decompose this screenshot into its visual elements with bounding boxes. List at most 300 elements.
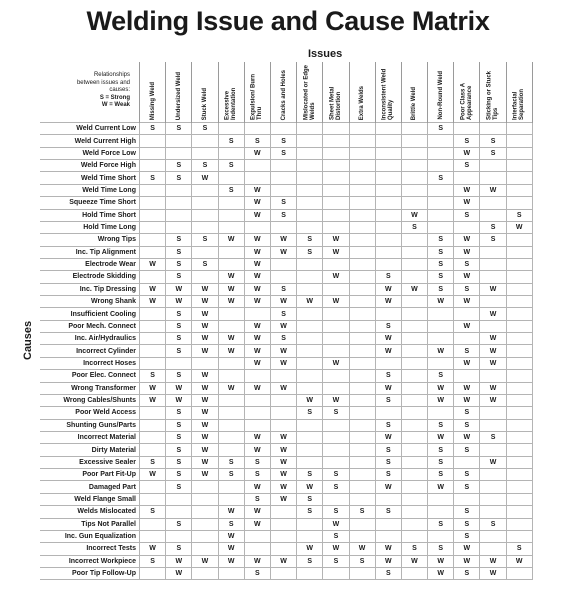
matrix-cell <box>349 469 375 481</box>
issue-label: Poor Class A Appearance <box>460 83 473 120</box>
matrix-cell <box>323 419 349 431</box>
matrix-cell: S <box>428 456 454 468</box>
matrix-cell <box>270 567 296 579</box>
matrix-cell <box>297 444 323 456</box>
matrix-cell: W <box>218 555 244 567</box>
issue-column-header <box>506 62 532 123</box>
matrix-cell <box>192 506 218 518</box>
matrix-cell <box>428 506 454 518</box>
matrix-cell: S <box>375 320 401 332</box>
matrix-corner <box>40 62 140 123</box>
issue-column-header <box>401 62 427 123</box>
cause-label: Wrong Cables/Shunts <box>40 394 140 406</box>
matrix-cell <box>192 493 218 505</box>
matrix-cell <box>506 431 532 443</box>
matrix-cell: W <box>480 184 506 196</box>
matrix-cell: W <box>375 543 401 555</box>
matrix-cell: W <box>428 394 454 406</box>
matrix-cell: S <box>454 283 480 295</box>
table-row <box>40 394 532 406</box>
matrix-cell <box>297 172 323 184</box>
matrix-cell <box>218 419 244 431</box>
matrix-cell <box>428 357 454 369</box>
matrix-cell: S <box>166 172 192 184</box>
matrix-cell: S <box>218 518 244 530</box>
matrix-cell: W <box>192 172 218 184</box>
matrix-cell <box>428 197 454 209</box>
matrix-cell <box>297 271 323 283</box>
matrix-cell: W <box>506 221 532 233</box>
matrix-cell <box>323 283 349 295</box>
matrix-cell <box>244 123 270 135</box>
matrix-cell <box>297 123 323 135</box>
issue-label: Mislocated or Edge Welds <box>303 64 316 120</box>
matrix-cell: S <box>140 555 166 567</box>
matrix-cell <box>349 431 375 443</box>
matrix-cell <box>166 147 192 159</box>
matrix-cell <box>401 135 427 147</box>
matrix-cell <box>375 234 401 246</box>
table-row <box>40 221 532 233</box>
matrix-cell: S <box>270 333 296 345</box>
matrix-cell: S <box>140 123 166 135</box>
table-row <box>40 258 532 270</box>
matrix-cell <box>480 258 506 270</box>
cause-label: Incorrect Tests <box>40 543 140 555</box>
issue-column-header <box>244 62 270 123</box>
matrix-cell: W <box>192 296 218 308</box>
matrix-cell: S <box>297 246 323 258</box>
matrix-cell <box>140 320 166 332</box>
matrix-cell <box>349 258 375 270</box>
matrix-cell: W <box>375 296 401 308</box>
matrix-cell <box>244 419 270 431</box>
matrix-cell <box>192 135 218 147</box>
matrix-cell <box>506 357 532 369</box>
matrix-cell <box>480 530 506 542</box>
matrix-cell <box>506 246 532 258</box>
issue-label: Inconsistent Weld Quality <box>381 68 395 120</box>
matrix-cell: S <box>166 308 192 320</box>
page-title: Welding Issue and Cause Matrix <box>86 6 490 36</box>
matrix-cell <box>323 444 349 456</box>
matrix-cell: W <box>218 271 244 283</box>
matrix-cell: W <box>401 209 427 221</box>
matrix-cell: W <box>480 308 506 320</box>
matrix-cell: W <box>375 382 401 394</box>
matrix-cell: W <box>454 271 480 283</box>
matrix-cell <box>323 493 349 505</box>
matrix-cell: W <box>192 394 218 406</box>
matrix-cell: S <box>270 147 296 159</box>
matrix-cell: W <box>244 283 270 295</box>
matrix-cell <box>244 172 270 184</box>
matrix-cell: W <box>454 184 480 196</box>
matrix-cell <box>428 184 454 196</box>
cause-label: Tips Not Parallel <box>40 518 140 530</box>
matrix-cell: W <box>480 394 506 406</box>
matrix-cell <box>454 123 480 135</box>
matrix-cell <box>297 382 323 394</box>
matrix-cell <box>401 308 427 320</box>
matrix-cell: S <box>166 160 192 172</box>
matrix-cell: S <box>166 345 192 357</box>
matrix-cell: S <box>270 197 296 209</box>
matrix-cell <box>270 407 296 419</box>
matrix-cell: W <box>218 543 244 555</box>
table-row <box>40 469 532 481</box>
matrix-cell <box>270 271 296 283</box>
matrix-cell <box>323 123 349 135</box>
matrix-cell <box>428 493 454 505</box>
matrix-cell <box>401 419 427 431</box>
matrix-cell <box>270 370 296 382</box>
matrix-cell: S <box>166 407 192 419</box>
issue-label: Interfacial Separation <box>512 88 526 120</box>
matrix-cell: W <box>375 345 401 357</box>
matrix-cell: S <box>166 543 192 555</box>
matrix-cell <box>140 407 166 419</box>
matrix-cell: W <box>428 431 454 443</box>
matrix-cell: W <box>140 382 166 394</box>
matrix-cell: S <box>297 469 323 481</box>
matrix-cell <box>480 123 506 135</box>
matrix-cell <box>218 493 244 505</box>
matrix-cell: W <box>270 296 296 308</box>
cause-label: Incorrect Workpiece <box>40 555 140 567</box>
matrix-cell <box>506 382 532 394</box>
matrix-cell <box>140 308 166 320</box>
matrix-cell <box>192 543 218 555</box>
matrix-cell: W <box>323 271 349 283</box>
matrix-cell <box>480 370 506 382</box>
matrix-cell <box>140 444 166 456</box>
cause-label: Hold Time Long <box>40 221 140 233</box>
matrix-cell <box>192 147 218 159</box>
cause-label: Squeeze Time Short <box>40 197 140 209</box>
matrix-cell <box>401 357 427 369</box>
matrix-body <box>40 123 532 580</box>
table-row <box>40 308 532 320</box>
matrix-cell <box>506 184 532 196</box>
cause-label: Poor Elec. Connect <box>40 370 140 382</box>
matrix-cell <box>192 271 218 283</box>
matrix-cell <box>480 493 506 505</box>
matrix-cell: W <box>166 555 192 567</box>
matrix-cell <box>192 357 218 369</box>
issue-column-header <box>323 62 349 123</box>
matrix-cell: S <box>192 123 218 135</box>
matrix-cell: W <box>140 543 166 555</box>
matrix-cell <box>506 481 532 493</box>
matrix-cell <box>218 431 244 443</box>
matrix-cell: W <box>192 382 218 394</box>
matrix-cell <box>218 172 244 184</box>
cause-label: Electrode Skidding <box>40 271 140 283</box>
matrix-cell <box>270 543 296 555</box>
matrix-cell <box>270 518 296 530</box>
matrix-cell <box>401 481 427 493</box>
matrix-cell <box>480 271 506 283</box>
matrix-cell <box>401 431 427 443</box>
matrix-cell: W <box>244 481 270 493</box>
table-row <box>40 197 532 209</box>
matrix-cell <box>297 283 323 295</box>
matrix-cell: S <box>244 469 270 481</box>
matrix-cell <box>218 481 244 493</box>
matrix-cell: W <box>270 456 296 468</box>
matrix-cell <box>140 345 166 357</box>
cause-label: Hold Time Short <box>40 209 140 221</box>
matrix-cell: S <box>323 530 349 542</box>
matrix-cell: S <box>218 469 244 481</box>
matrix-cell <box>349 172 375 184</box>
cause-label: Excessive Sealer <box>40 456 140 468</box>
matrix-cell <box>297 135 323 147</box>
matrix-cell: S <box>428 518 454 530</box>
matrix-cell: S <box>297 506 323 518</box>
matrix-cell <box>192 518 218 530</box>
matrix-cell: W <box>323 518 349 530</box>
matrix-cell <box>192 221 218 233</box>
matrix-cell <box>323 567 349 579</box>
issue-column-header <box>375 62 401 123</box>
matrix-cell: W <box>428 345 454 357</box>
matrix-cell: S <box>428 283 454 295</box>
matrix-cell <box>401 345 427 357</box>
causes-axis-label: Causes <box>22 320 34 360</box>
matrix-cell: W <box>244 197 270 209</box>
matrix-cell <box>323 382 349 394</box>
matrix-cell <box>349 283 375 295</box>
matrix-cell: W <box>480 456 506 468</box>
cause-label: Inc. Tip Alignment <box>40 246 140 258</box>
matrix-cell: S <box>297 407 323 419</box>
issue-column-header <box>218 62 244 123</box>
table-row <box>40 370 532 382</box>
matrix-cell: W <box>375 481 401 493</box>
table-row <box>40 431 532 443</box>
matrix-cell: S <box>192 234 218 246</box>
matrix-cell <box>140 234 166 246</box>
issue-label: Sheet Metal Distortion <box>329 86 342 120</box>
matrix-cell <box>506 419 532 431</box>
matrix-cell <box>166 135 192 147</box>
matrix-cell <box>349 160 375 172</box>
matrix-cell <box>506 271 532 283</box>
matrix-cell <box>349 518 375 530</box>
matrix-cell <box>506 160 532 172</box>
matrix-cell: S <box>323 506 349 518</box>
matrix-cell <box>140 493 166 505</box>
matrix-cell <box>375 493 401 505</box>
matrix-cell <box>349 357 375 369</box>
matrix-cell <box>297 456 323 468</box>
matrix-cell: S <box>297 234 323 246</box>
matrix-cell <box>270 530 296 542</box>
issue-column-header <box>428 62 454 123</box>
matrix-cell: W <box>244 333 270 345</box>
matrix-cell <box>506 320 532 332</box>
matrix-cell: S <box>166 481 192 493</box>
cause-label: Weld Force High <box>40 160 140 172</box>
matrix-cell: W <box>192 419 218 431</box>
matrix-cell <box>375 407 401 419</box>
matrix-cell <box>480 320 506 332</box>
matrix-cell: S <box>270 308 296 320</box>
matrix-cell: W <box>480 382 506 394</box>
matrix-cell <box>401 506 427 518</box>
matrix-cell: S <box>166 234 192 246</box>
matrix-cell: W <box>140 394 166 406</box>
matrix-cell: W <box>270 246 296 258</box>
table-row <box>40 419 532 431</box>
matrix-cell <box>140 481 166 493</box>
matrix-cell <box>297 370 323 382</box>
matrix-cell <box>323 197 349 209</box>
matrix-cell <box>140 147 166 159</box>
matrix-cell <box>297 160 323 172</box>
cause-label: Shunting Guns/Parts <box>40 419 140 431</box>
matrix-cell <box>297 357 323 369</box>
matrix-cell <box>506 370 532 382</box>
matrix-cell: W <box>454 147 480 159</box>
matrix-cell <box>270 172 296 184</box>
matrix-cell: S <box>140 172 166 184</box>
matrix-cell: S <box>454 530 480 542</box>
matrix-cell <box>401 234 427 246</box>
cause-label: Dirty Material <box>40 444 140 456</box>
table-row <box>40 456 532 468</box>
legend-line-3: causes: <box>109 87 130 93</box>
matrix-cell: S <box>166 419 192 431</box>
matrix-cell <box>218 123 244 135</box>
matrix-cell <box>375 184 401 196</box>
matrix-cell: W <box>454 394 480 406</box>
matrix-cell: W <box>270 481 296 493</box>
matrix-cell <box>166 357 192 369</box>
matrix-cell <box>349 530 375 542</box>
matrix-cell: S <box>428 543 454 555</box>
table-row <box>40 209 532 221</box>
matrix-cell: W <box>428 567 454 579</box>
matrix-cell <box>375 357 401 369</box>
table-row <box>40 147 532 159</box>
matrix-cell: S <box>166 370 192 382</box>
table-row <box>40 493 532 505</box>
matrix-cell <box>401 184 427 196</box>
matrix-cell: W <box>192 456 218 468</box>
matrix-cell <box>401 394 427 406</box>
matrix-cell: W <box>401 283 427 295</box>
matrix-cell <box>401 456 427 468</box>
matrix-cell <box>428 147 454 159</box>
cause-label: Weld Flange Small <box>40 493 140 505</box>
matrix-cell <box>140 357 166 369</box>
matrix-cell <box>506 469 532 481</box>
matrix-cell: W <box>244 271 270 283</box>
matrix-cell <box>401 370 427 382</box>
cause-label: Damaged Part <box>40 481 140 493</box>
matrix-cell <box>218 197 244 209</box>
table-row <box>40 345 532 357</box>
matrix-cell: S <box>428 271 454 283</box>
matrix-cell <box>480 481 506 493</box>
cause-label: Incorrect Material <box>40 431 140 443</box>
matrix-cell: W <box>192 370 218 382</box>
issue-cause-matrix <box>40 62 533 580</box>
matrix-cell <box>297 567 323 579</box>
matrix-cell: W <box>192 469 218 481</box>
matrix-cell <box>401 147 427 159</box>
matrix-cell <box>349 456 375 468</box>
matrix-cell <box>323 431 349 443</box>
matrix-cell <box>270 394 296 406</box>
matrix-cell: S <box>244 135 270 147</box>
matrix-cell: S <box>401 543 427 555</box>
matrix-cell <box>375 197 401 209</box>
cause-label: Weld Force Low <box>40 147 140 159</box>
matrix-cell: W <box>244 246 270 258</box>
matrix-cell: S <box>375 567 401 579</box>
matrix-cell <box>506 407 532 419</box>
matrix-cell <box>323 308 349 320</box>
matrix-cell: S <box>454 160 480 172</box>
matrix-cell: W <box>244 444 270 456</box>
matrix-cell <box>375 258 401 270</box>
legend-line-2: between issues and <box>76 79 130 86</box>
matrix-cell: S <box>166 431 192 443</box>
table-row <box>40 382 532 394</box>
matrix-cell <box>506 308 532 320</box>
matrix-cell <box>218 221 244 233</box>
matrix-cell <box>506 147 532 159</box>
matrix-cell: S <box>480 518 506 530</box>
matrix-cell: W <box>218 333 244 345</box>
matrix-cell <box>480 296 506 308</box>
matrix-cell <box>297 221 323 233</box>
matrix-cell: W <box>375 283 401 295</box>
matrix-cell: W <box>270 357 296 369</box>
table-row <box>40 543 532 555</box>
matrix-cell <box>349 333 375 345</box>
matrix-cell <box>349 370 375 382</box>
matrix-cell <box>349 481 375 493</box>
matrix-cell <box>349 320 375 332</box>
matrix-cell <box>140 530 166 542</box>
matrix-cell <box>480 209 506 221</box>
matrix-cell <box>192 530 218 542</box>
matrix-cell: S <box>428 258 454 270</box>
matrix-cell: W <box>270 493 296 505</box>
matrix-cell <box>506 283 532 295</box>
matrix-cell: S <box>140 456 166 468</box>
matrix-cell: S <box>428 234 454 246</box>
matrix-cell: W <box>192 407 218 419</box>
matrix-cell <box>454 221 480 233</box>
issue-label: Missing Weld <box>149 81 156 120</box>
matrix-cell: S <box>323 469 349 481</box>
matrix-cell <box>140 431 166 443</box>
matrix-cell: S <box>375 444 401 456</box>
matrix-cell: W <box>270 469 296 481</box>
matrix-cell: W <box>454 431 480 443</box>
matrix-cell: W <box>244 357 270 369</box>
matrix-cell <box>270 123 296 135</box>
matrix-cell <box>218 370 244 382</box>
table-row <box>40 296 532 308</box>
matrix-cell: W <box>244 555 270 567</box>
